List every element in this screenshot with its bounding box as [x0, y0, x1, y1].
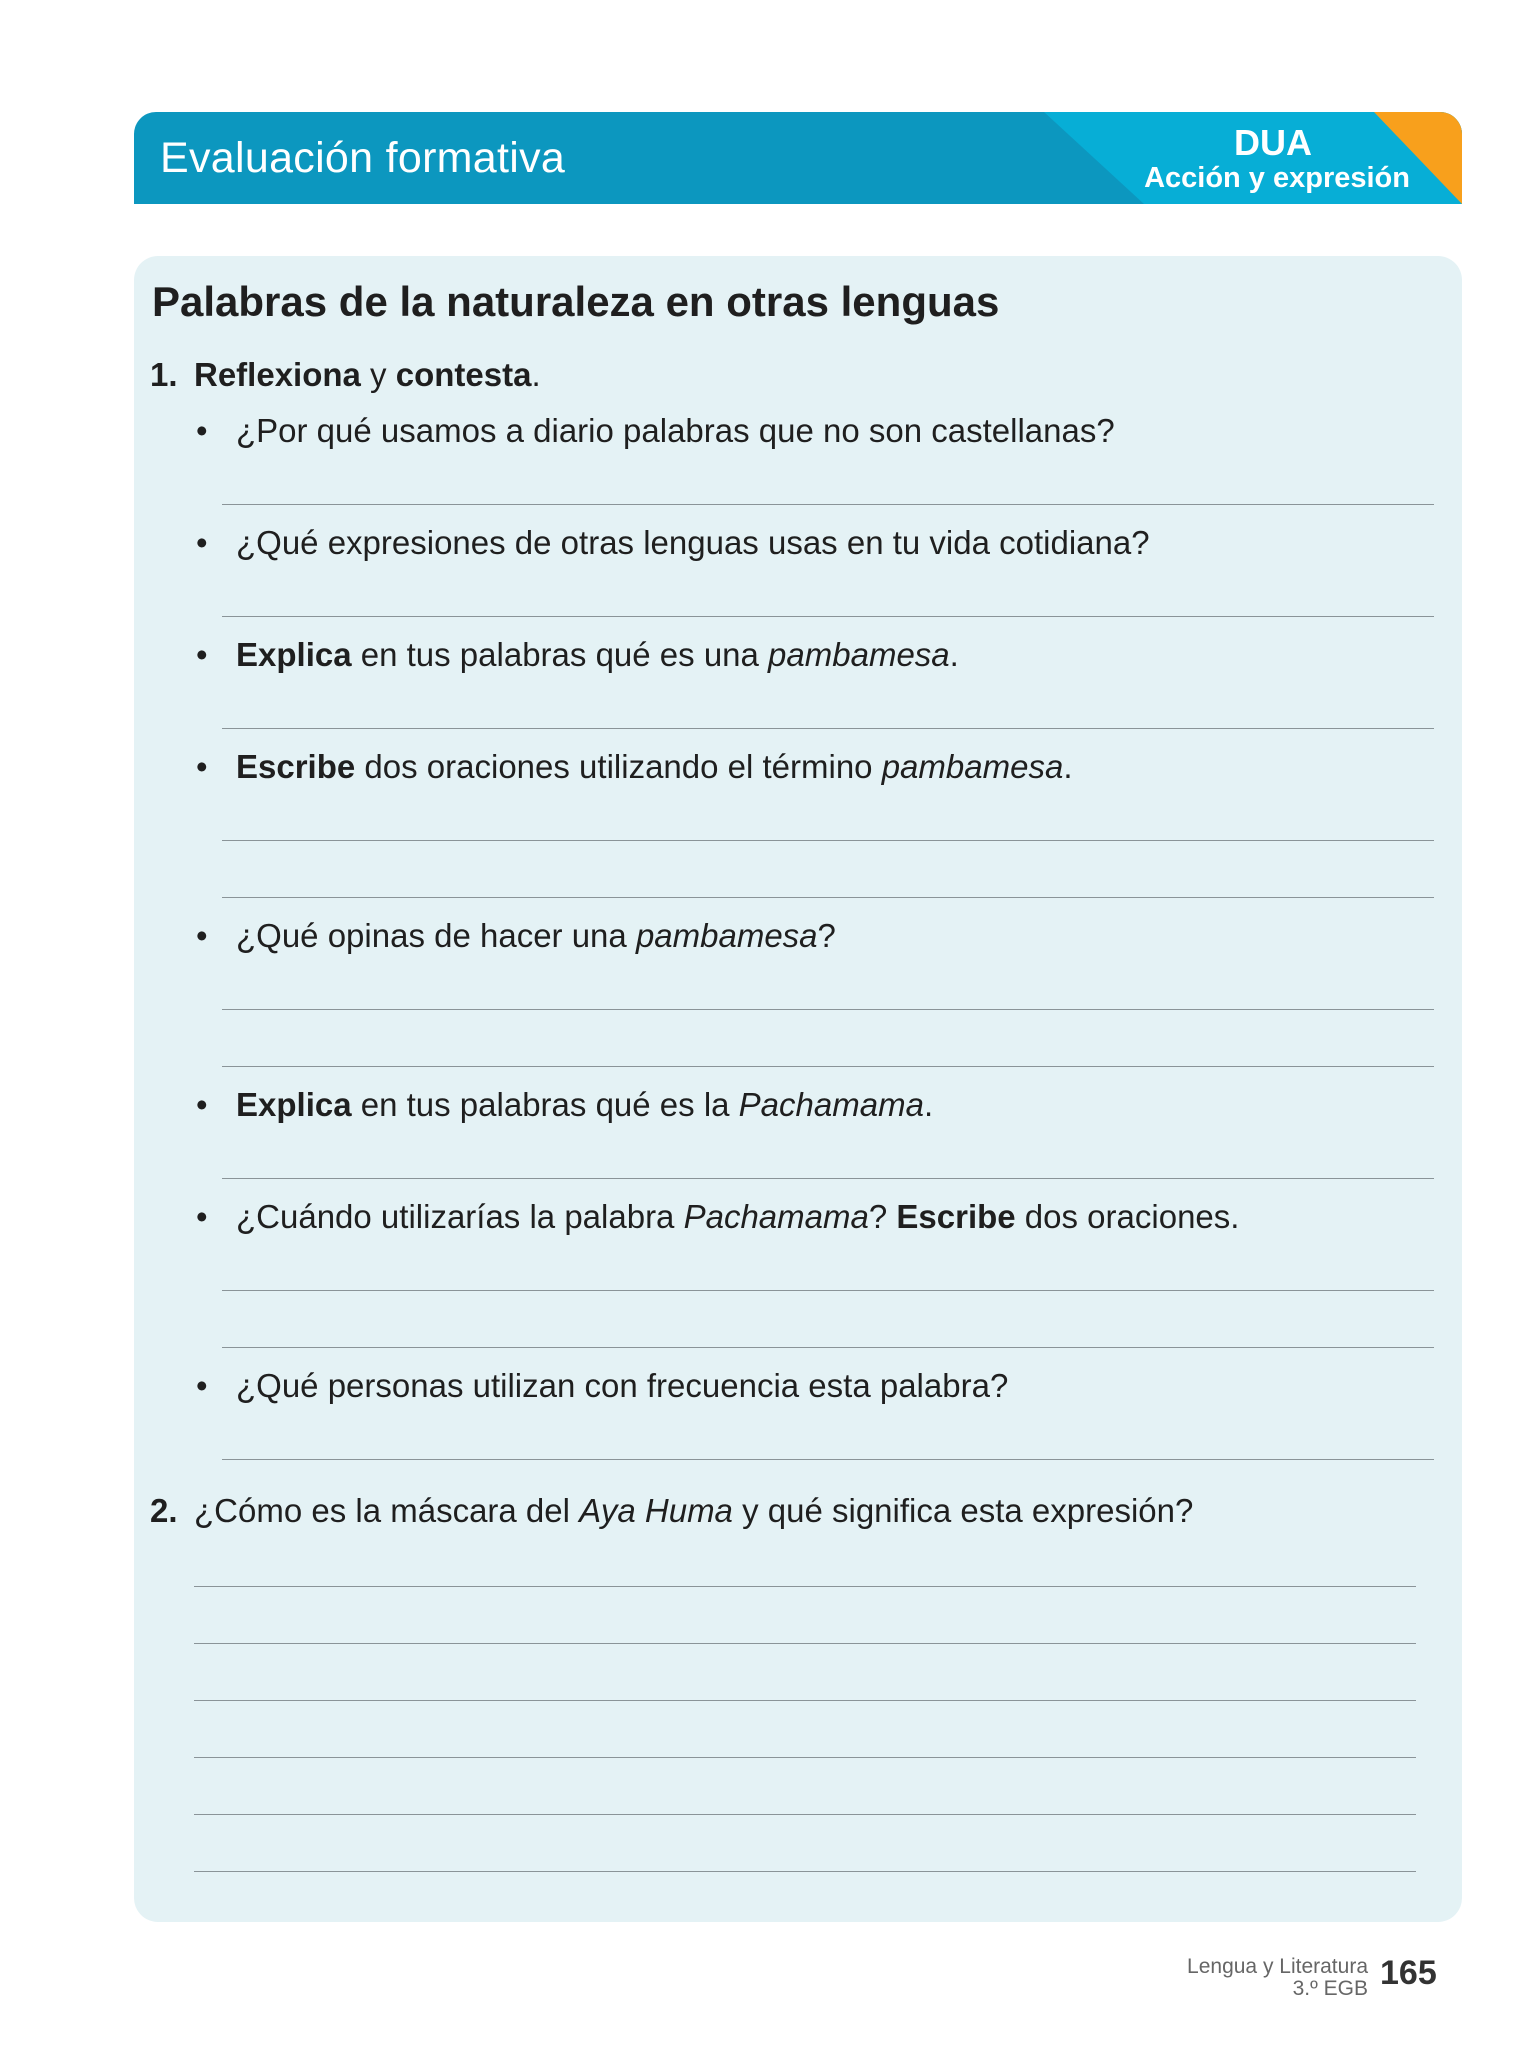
question-2-italic: Aya Huma: [579, 1492, 733, 1529]
answer-line-8[interactable]: [222, 1459, 1434, 1460]
section-heading: Palabras de la naturaleza en otras lenguas: [152, 278, 1000, 325]
question-1-number: 1.: [150, 356, 178, 393]
bullet-4-bold: Escribe: [236, 748, 356, 785]
answer-line-7b[interactable]: [222, 1347, 1434, 1348]
q1-verb-contesta: contesta: [395, 356, 532, 393]
answer-line-q2-4[interactable]: [194, 1757, 1416, 1758]
answer-line-6[interactable]: [222, 1178, 1434, 1179]
answer-line-q2-2[interactable]: [194, 1643, 1416, 1644]
bullet-dot-icon: •: [196, 1367, 208, 1404]
bullet-5: [196, 917, 836, 955]
bullet-6-bold: Explica: [236, 1086, 352, 1123]
footer-grade: 3.º EGB: [1292, 1977, 1368, 2000]
bullet-6: [196, 1086, 933, 1124]
bullet-3-end: .: [949, 636, 959, 673]
answer-line-3[interactable]: [222, 728, 1434, 729]
bullet-7-bold: Escribe: [896, 1198, 1016, 1235]
bullet-6-end: .: [923, 1086, 934, 1123]
q1-conj: y: [360, 356, 396, 393]
answer-line-2[interactable]: [222, 616, 1434, 617]
q1-verb-reflexiona: Reflexiona: [194, 356, 361, 393]
header-title: Evaluación formativa: [160, 134, 566, 182]
bullet-dot-icon: •: [196, 1086, 208, 1123]
question-2: [150, 1492, 1193, 1530]
bullet-5-italic: pambamesa: [635, 917, 818, 954]
answer-line-q2-1[interactable]: [194, 1586, 1416, 1587]
footer-subject: [1100, 1956, 1368, 2000]
bullet-7: [196, 1198, 1239, 1236]
bullet-2: [196, 524, 1150, 562]
dua-badge-title: DUA: [1234, 122, 1312, 163]
question-1: [150, 356, 541, 394]
question-2-text-1: ¿Cómo es la máscara del: [194, 1492, 580, 1529]
bullet-1-text: ¿Por qué usamos a diario palabras que no son castellanas?: [236, 412, 1115, 449]
bullet-4-text: dos oraciones utilizando el término: [355, 748, 882, 785]
bullet-7-end: dos oraciones.: [1015, 1198, 1240, 1235]
bullet-8-text: ¿Qué personas utilizan con frecuencia esta palabra?: [236, 1367, 1009, 1404]
bullet-dot-icon: •: [196, 524, 208, 561]
bullet-dot-icon: •: [196, 917, 208, 954]
bullet-8: [196, 1367, 1008, 1405]
bullet-6-italic: Pachamama: [738, 1086, 924, 1123]
bullet-5-end: ?: [817, 917, 836, 954]
answer-line-7a[interactable]: [222, 1290, 1434, 1291]
header-banner: [134, 112, 1462, 204]
bullet-4-italic: pambamesa: [881, 748, 1064, 785]
bullet-3-text: en tus palabras qué es una: [351, 636, 769, 673]
answer-line-4b[interactable]: [222, 897, 1434, 898]
question-2-text-2: y qué significa esta expresión?: [732, 1492, 1194, 1529]
q1-end: .: [531, 356, 541, 393]
bullet-4: [196, 748, 1072, 786]
answer-line-q2-3[interactable]: [194, 1700, 1416, 1701]
bullet-dot-icon: •: [196, 748, 208, 785]
bullet-7-text: ¿Cuándo utilizarías la palabra: [236, 1198, 684, 1235]
answer-line-1[interactable]: [222, 504, 1434, 505]
bullet-7-italic: Pachamama: [683, 1198, 869, 1235]
dua-badge-subtitle: Acción y expresión: [1144, 162, 1410, 194]
bullet-7-mid: ?: [868, 1198, 897, 1235]
answer-line-5a[interactable]: [222, 1009, 1434, 1010]
activity-panel: [134, 256, 1462, 1922]
footer-subject-name: Lengua y Literatura: [1187, 1955, 1368, 1978]
answer-line-q2-6[interactable]: [194, 1871, 1416, 1872]
bullet-6-text: en tus palabras qué es la: [351, 1086, 739, 1123]
bullet-2-text: ¿Qué expresiones de otras lenguas usas en tu vida cotidiana?: [236, 524, 1150, 561]
page-number: 165: [1380, 1954, 1437, 1992]
bullet-5-text: ¿Qué opinas de hacer una: [236, 917, 636, 954]
answer-line-4a[interactable]: [222, 840, 1434, 841]
answer-line-5b[interactable]: [222, 1066, 1434, 1067]
answer-line-q2-5[interactable]: [194, 1814, 1416, 1815]
bullet-4-end: .: [1063, 748, 1073, 785]
bullet-dot-icon: •: [196, 1198, 208, 1235]
bullet-3-bold: Explica: [236, 636, 352, 673]
bullet-dot-icon: •: [196, 636, 208, 673]
question-2-number: 2.: [150, 1492, 178, 1529]
bullet-3-italic: pambamesa: [768, 636, 950, 673]
bullet-1: [196, 412, 1115, 450]
bullet-3: [196, 636, 959, 674]
bullet-dot-icon: •: [196, 412, 208, 449]
